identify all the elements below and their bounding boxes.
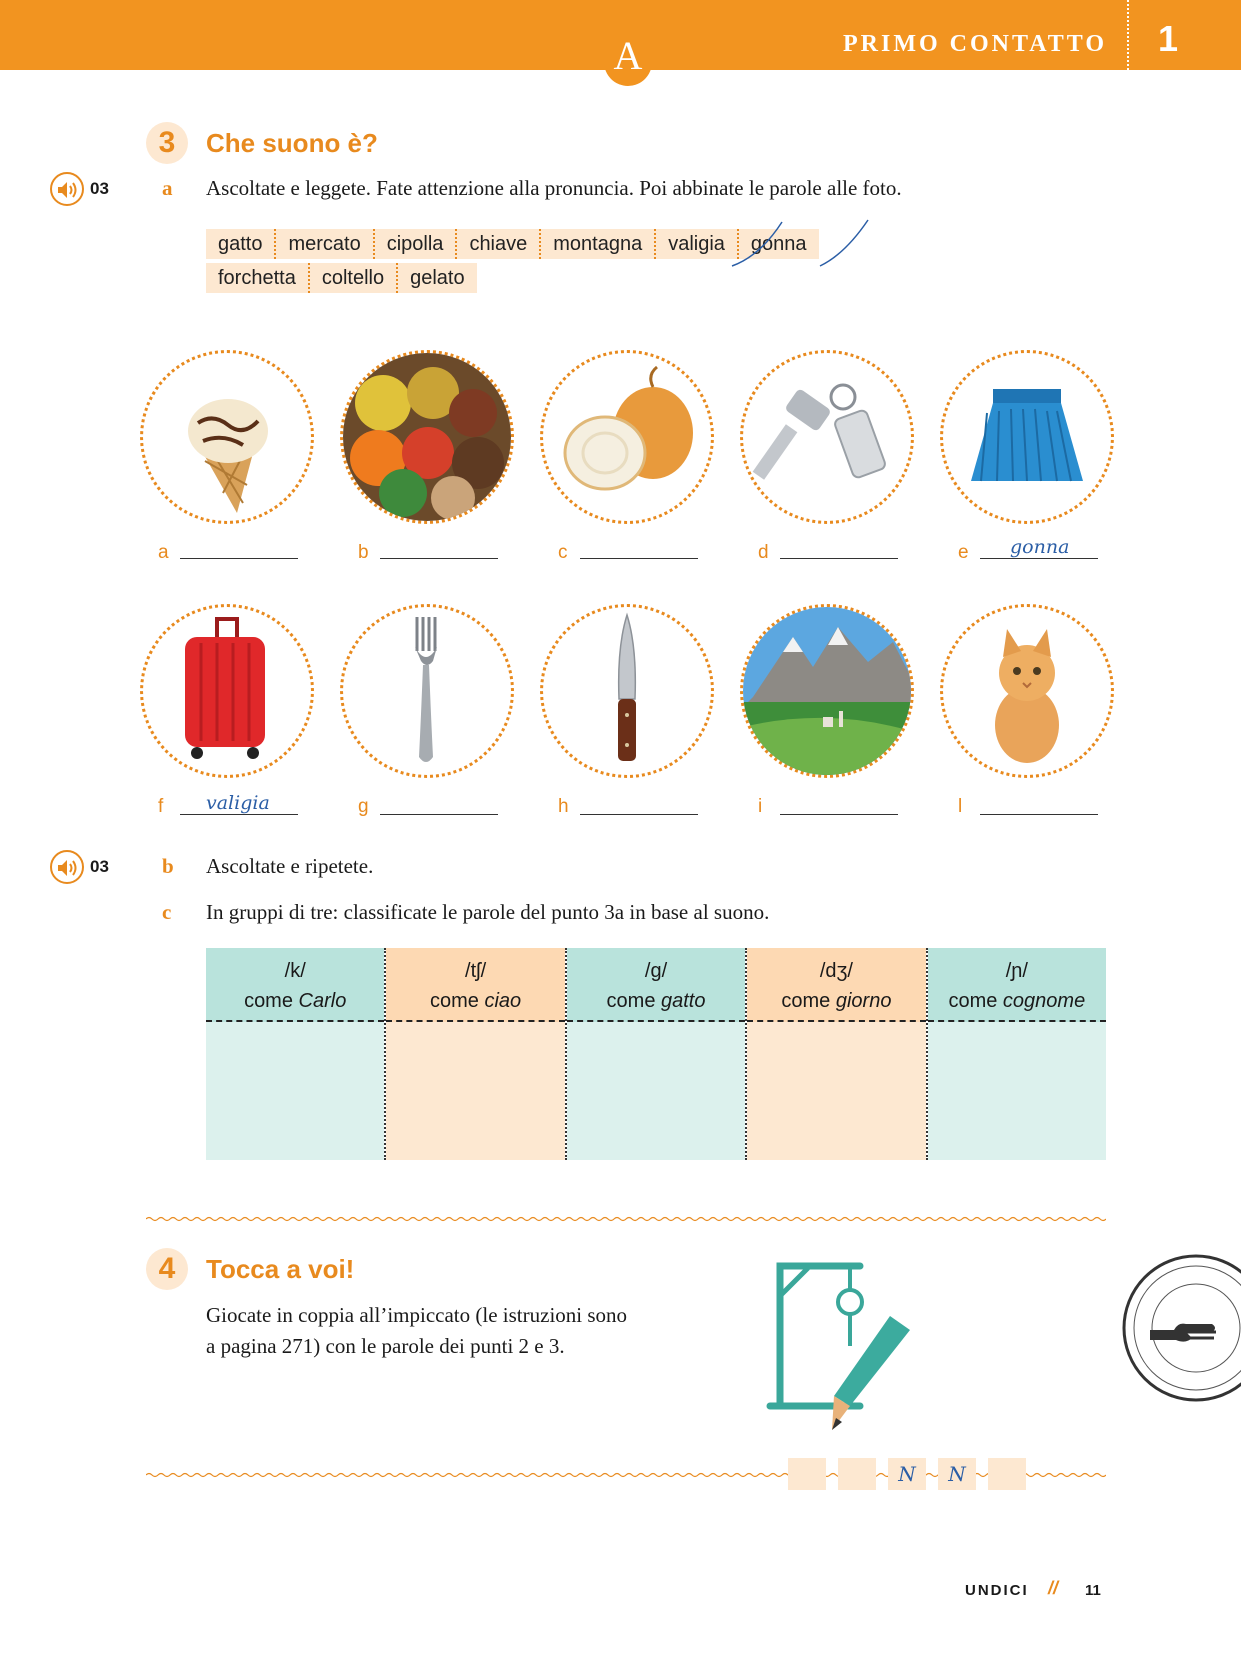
exercise-3-title: Che suono è?: [206, 128, 378, 158]
table-column: [384, 948, 564, 1160]
gelato-icon: [143, 353, 311, 521]
word-bank-row-2: [206, 263, 477, 293]
answer-field[interactable]: [780, 558, 898, 559]
phonetic-symbol: /dʒ/: [819, 960, 853, 982]
letter-box: [838, 1458, 876, 1490]
example-word: gatto: [661, 990, 706, 1012]
instruction-3b: Ascoltate e ripetete.: [206, 854, 374, 878]
word-chip: valigia: [654, 229, 737, 259]
column-header: [386, 948, 564, 1022]
speaker-icon: [56, 179, 80, 201]
track-number: 03: [90, 179, 109, 198]
photo-chiave: [740, 350, 914, 524]
item-letter-c: c: [162, 900, 172, 924]
answer-field[interactable]: [380, 814, 498, 815]
item-letter-a: a: [162, 176, 173, 200]
instruction-line: Giocate in coppia all’impiccato (le istruzioni sono: [206, 1303, 628, 1327]
answer-letter: l: [958, 796, 963, 817]
answer-letter: a: [158, 542, 169, 563]
example-word: cognome: [1002, 990, 1086, 1012]
tocca-a-voi-stamp-icon: [1116, 1248, 1241, 1408]
column-answer-area[interactable]: [206, 1022, 384, 1160]
table-column: [926, 948, 1106, 1160]
phonetic-symbol: /ɲ/: [1005, 960, 1028, 982]
track-number: 03: [90, 857, 109, 876]
instruction-3c: In gruppi di tre: classificate le parole del punto 3a in base al suono.: [206, 900, 770, 924]
answer-field[interactable]: [780, 814, 898, 815]
phonetic-symbol: /k/: [284, 960, 306, 982]
example-word: Carlo: [298, 990, 347, 1012]
come-label: come: [244, 990, 293, 1012]
unit-number: 1: [1158, 18, 1179, 59]
exercise-4-title: Tocca a voi!: [206, 1254, 355, 1284]
speaker-icon: [56, 857, 80, 879]
forchetta-icon: [343, 607, 511, 775]
montagna-icon: [743, 607, 911, 775]
answer-letter: d: [758, 542, 769, 563]
come-label: come: [948, 990, 998, 1012]
photo-coltello: [540, 604, 714, 778]
answer-field[interactable]: [980, 814, 1098, 815]
word-chip: forchetta: [218, 267, 296, 289]
section-divider: [146, 1216, 1106, 1222]
photo-gonna: [940, 350, 1114, 524]
audio-play-button[interactable]: [50, 172, 84, 206]
answer-letter: f: [158, 796, 164, 817]
mercato-icon: [343, 353, 511, 521]
instruction-line: a pagina 271) con le parole dei punti 2 e 3.: [206, 1334, 565, 1358]
answer-field[interactable]: [980, 558, 1098, 559]
answer-letter: b: [358, 542, 369, 563]
table-column: [745, 948, 925, 1160]
answer-letter: h: [558, 796, 569, 817]
photo-gelato: [140, 350, 314, 524]
header-divider: [1127, 0, 1129, 70]
letter-box: N: [938, 1458, 976, 1490]
answer-letter: c: [558, 542, 568, 563]
answer-field[interactable]: [180, 814, 298, 815]
exercise-4-number: 4: [146, 1248, 188, 1290]
word-chip: mercato: [274, 229, 372, 259]
instruction-3a: Ascoltate e leggete. Fate attenzione alla pronuncia. Poi abbinate le parole alle foto.: [206, 176, 902, 200]
table-column: [565, 948, 745, 1160]
section-badge: A: [604, 20, 652, 86]
table-column: [206, 948, 384, 1160]
gonna-icon: [943, 353, 1111, 521]
page-header: [0, 0, 1241, 78]
audio-play-button[interactable]: [50, 850, 84, 884]
page-word: UNDICI: [965, 1582, 1029, 1599]
answer-field[interactable]: [180, 558, 298, 559]
exercise-3-number: 3: [146, 122, 188, 164]
word-chip: coltello: [308, 263, 396, 293]
column-header: [206, 948, 384, 1022]
answer-letter: i: [758, 796, 763, 817]
letter-box: [788, 1458, 826, 1490]
phonetic-symbol: /g/: [644, 960, 668, 982]
column-answer-area[interactable]: [386, 1022, 564, 1160]
photo-montagna: [740, 604, 914, 778]
example-word: ciao: [484, 990, 522, 1012]
chiave-icon: [743, 353, 911, 521]
photo-gatto: [940, 604, 1114, 778]
word-chip: chiave: [455, 229, 539, 259]
gatto-icon: [943, 607, 1111, 775]
phonetic-symbol: /tʃ/: [465, 960, 487, 982]
word-chip: gelato: [396, 263, 477, 293]
answer-field[interactable]: [580, 814, 698, 815]
word-chip: gatto: [218, 233, 263, 255]
come-label: come: [430, 990, 479, 1012]
word-chip: cipolla: [373, 229, 456, 259]
answer-field[interactable]: [380, 558, 498, 559]
section-title: PRIMO CONTATTO: [842, 31, 1107, 57]
answer-field[interactable]: [580, 558, 698, 559]
item-letter-b: b: [162, 854, 174, 878]
word-chip: montagna: [539, 229, 654, 259]
letter-box: N: [888, 1458, 926, 1490]
answer-letter: g: [358, 796, 369, 817]
column-header: [567, 948, 745, 1022]
column-answer-area[interactable]: [928, 1022, 1106, 1160]
letter-box: [988, 1458, 1026, 1490]
hangman-pencil-icon: [750, 1256, 940, 1436]
sound-classification-table: [206, 948, 1106, 1160]
come-label: come: [781, 990, 831, 1012]
answer-letter: e: [958, 542, 969, 563]
exercise-4-instructions: [206, 1300, 726, 1362]
column-answer-area[interactable]: [567, 1022, 745, 1160]
coltello-icon: [543, 607, 711, 775]
cipolla-icon: [543, 353, 711, 521]
footer-separator: //: [1048, 1578, 1059, 1598]
photo-valigia: [140, 604, 314, 778]
handwritten-answer: valigia: [206, 792, 270, 814]
photo-cipolla: [540, 350, 714, 524]
pen-strike-marks: [720, 216, 880, 276]
valigia-icon: [143, 607, 311, 775]
photo-forchetta: [340, 604, 514, 778]
example-word: giorno: [835, 990, 892, 1012]
word-chip: gonna: [737, 229, 819, 259]
page-number: 11: [1085, 1582, 1101, 1599]
photo-mercato: [340, 350, 514, 524]
handwritten-answer: gonna: [1010, 536, 1070, 558]
column-answer-area[interactable]: [747, 1022, 925, 1160]
column-header: [747, 948, 925, 1022]
come-label: come: [606, 990, 656, 1012]
column-header: [928, 948, 1106, 1022]
